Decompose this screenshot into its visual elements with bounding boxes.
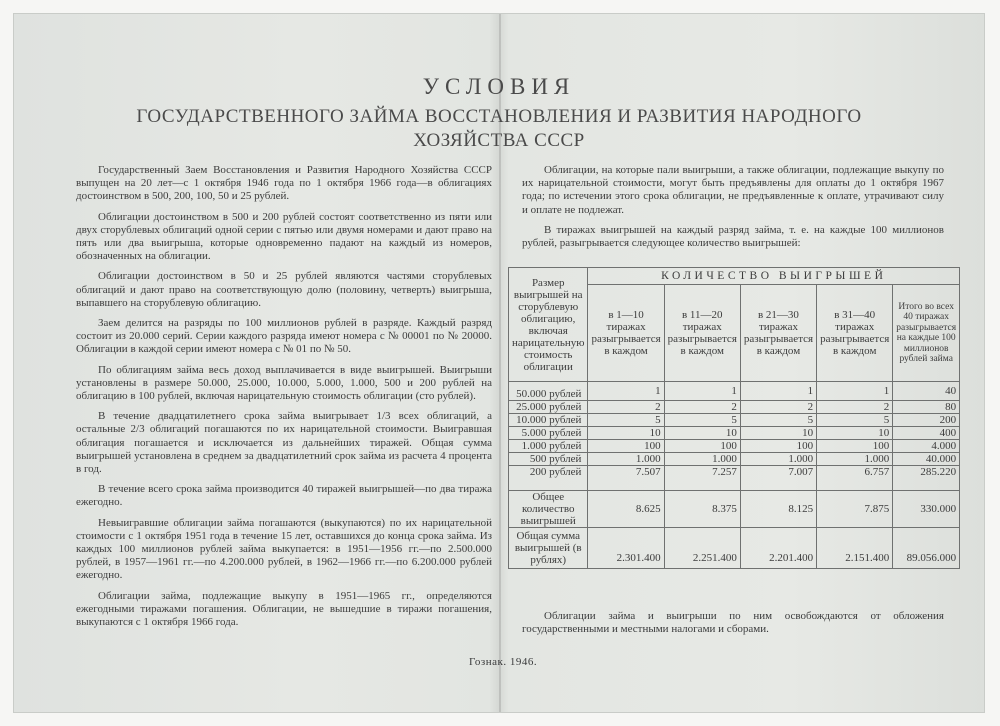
table-row bbox=[509, 466, 960, 491]
cell: 200 bbox=[893, 414, 960, 427]
col-header-2: в 11—20 тиражах разыгрывается в каждом bbox=[664, 285, 740, 382]
col-header-4: в 31—40 тиражах разыгрывается в каждом bbox=[817, 285, 893, 382]
size-cell: 500 рублей bbox=[509, 453, 588, 466]
page-title: УСЛОВИЯ bbox=[422, 74, 576, 99]
paragraph: Облигации, на которые пали выигрыши, а также облигации, подлежащие выкупу по их нарицательной стоимости, могут быть предъявлены для оплаты до 1 октября 1967 года; по истечении этого срока облигации, не предъявленные к оплате, утрачивают силу и оплате не подлежат. bbox=[522, 164, 944, 216]
cell: 5 bbox=[817, 414, 893, 427]
cell: 8.375 bbox=[664, 491, 740, 528]
cell: 89.056.000 bbox=[893, 528, 960, 569]
cell: 2.251.400 bbox=[664, 528, 740, 569]
cell: 7.257 bbox=[664, 466, 740, 491]
total-sum-label: Общая сумма выигрышей (в рублях) bbox=[509, 528, 588, 569]
tax-exemption-note bbox=[522, 610, 944, 636]
cell: 2.301.400 bbox=[588, 528, 664, 569]
cell: 10 bbox=[588, 427, 664, 440]
cell: 100 bbox=[817, 440, 893, 453]
paragraph: В тиражах выигрышей на каждый разряд займа, т. е. на каждые 100 миллионов рублей, разыгрывается следующее количество выигрышей: bbox=[522, 223, 944, 250]
page-subtitle-line2: ХОЗЯЙСТВА СССР bbox=[413, 130, 585, 151]
table-row bbox=[509, 382, 960, 401]
cell: 100 bbox=[588, 440, 664, 453]
paragraph: Государственный Заем Восстановления и Развития Народного Хозяйства СССР выпущен на 20 лет—с 1 октября 1946 года по 1 октября 1966 года—в облигациях достоинством в 500, 200, 100, 50 и 25 рублей. bbox=[76, 164, 492, 203]
cell: 8.125 bbox=[740, 491, 816, 528]
size-cell: 10.000 рублей bbox=[509, 414, 588, 427]
cell: 10 bbox=[740, 427, 816, 440]
cell: 8.625 bbox=[588, 491, 664, 528]
cell: 1.000 bbox=[588, 453, 664, 466]
cell: 1.000 bbox=[664, 453, 740, 466]
cell: 1 bbox=[588, 382, 664, 401]
paragraph: Заем делится на разряды по 100 миллионов рублей в разряде. Каждый разряд состоит из 20.000 серий. Серии каждого разряда имеют номера с № 00001 по № 20000. Облигации в каждой серии имеют номера с № 01 по № 50. bbox=[76, 317, 492, 356]
cell: 2 bbox=[664, 401, 740, 414]
cell: 285.220 bbox=[893, 466, 960, 491]
size-cell: 200 рублей bbox=[509, 466, 588, 491]
total-count-row bbox=[509, 491, 960, 528]
cell: 2 bbox=[588, 401, 664, 414]
table-row bbox=[509, 453, 960, 466]
page-subtitle-line1: ГОСУДАРСТВЕННОГО ЗАЙМА ВОССТАНОВЛЕНИЯ И РАЗВИТИЯ НАРОДНОГО bbox=[136, 106, 862, 127]
size-cell: 50.000 рублей bbox=[509, 382, 588, 401]
cell: 7.007 bbox=[740, 466, 816, 491]
cell: 2.201.400 bbox=[740, 528, 816, 569]
col-header-3: в 21—30 тиражах разыгрывается в каждом bbox=[740, 285, 816, 382]
left-column bbox=[76, 164, 492, 636]
cell: 5 bbox=[588, 414, 664, 427]
cell: 1 bbox=[817, 382, 893, 401]
printer-mark: Гознак. 1946. bbox=[469, 656, 538, 668]
prizes-table bbox=[508, 267, 960, 569]
paragraph: Невыигравшие облигации займа погашаются (выкупаются) по их нарицательной стоимости с 1 октября 1951 года в течение 15 лет, оставшихся до конца срока займа. Из каждых 100 миллионов рублей займа выкупается: в 1951—1956 гг.—по 2.500.000 рублей, в 1957—1961 гг.—по 4.200.000 рублей, в 1962—1966 гг.—по 6.200.000 рублей ежегодно. bbox=[76, 516, 492, 582]
size-cell: 25.000 рублей bbox=[509, 401, 588, 414]
cell: 1 bbox=[664, 382, 740, 401]
col-header-1: в 1—10 тиражах разыгрывается в каждом bbox=[588, 285, 664, 382]
right-column bbox=[522, 164, 944, 257]
paragraph: Облигации займа и выигрыши по ним освобождаются от обложения государственными и местными налогами и сборами. bbox=[522, 610, 944, 636]
cell: 2 bbox=[817, 401, 893, 414]
total-count-label: Общее количество выигрышей bbox=[509, 491, 588, 528]
cell: 1.000 bbox=[740, 453, 816, 466]
cell: 330.000 bbox=[893, 491, 960, 528]
total-sum-row bbox=[509, 528, 960, 569]
paragraph: Облигации достоинством в 500 и 200 рублей состоят соответственно из пяти или двух сторублевых облигаций одной серии с пятью или двумя номерами и дают право на пять или два выигрыша, которые одновременно падают на каждый из номеров, обозначенных на облигации. bbox=[76, 210, 492, 263]
table-row bbox=[509, 427, 960, 440]
cell: 6.757 bbox=[817, 466, 893, 491]
size-column-header: Размер выигрышей на сторублевую облигацию, включая нарицательную стоимость облигации bbox=[509, 268, 588, 382]
cell: 10 bbox=[817, 427, 893, 440]
paragraph: Облигации достоинством в 50 и 25 рублей являются частями сторублевых облигаций и дают право на соответствующую долю (половину, четверть) выигрыша, выпавшего на сторублевую облигацию. bbox=[76, 270, 492, 309]
cell: 40 bbox=[893, 382, 960, 401]
size-cell: 1.000 рублей bbox=[509, 440, 588, 453]
cell: 1 bbox=[740, 382, 816, 401]
table-row bbox=[509, 440, 960, 453]
table-header-row bbox=[509, 268, 960, 285]
cell: 100 bbox=[740, 440, 816, 453]
cell: 100 bbox=[664, 440, 740, 453]
paragraph: Облигации займа, подлежащие выкупу в 1951—1965 гг., определяются ежегодными тиражами погашения. Облигации, не вышедшие в тиражи погашения, выкупаются с 1 октября 1966 года. bbox=[76, 589, 492, 629]
cell: 7.507 bbox=[588, 466, 664, 491]
cell: 5 bbox=[740, 414, 816, 427]
cell: 7.875 bbox=[817, 491, 893, 528]
cell: 400 bbox=[893, 427, 960, 440]
cell: 80 bbox=[893, 401, 960, 414]
size-cell: 5.000 рублей bbox=[509, 427, 588, 440]
count-banner: КОЛИЧЕСТВО ВЫИГРЫШЕЙ bbox=[588, 268, 960, 285]
loan-conditions-sheet bbox=[14, 14, 984, 712]
cell: 40.000 bbox=[893, 453, 960, 466]
cell: 1.000 bbox=[817, 453, 893, 466]
paragraph: В течение двадцатилетнего срока займа выигрывает 1/3 всех облигаций, а остальные 2/3 облигаций погашаются по их нарицательной стоимости. Выигравшая облигация погашается и исключается из дальнейших тиражей. Общая сумма выигрышей установлена в среднем за двадцатилетний срок займа из расчета 4 процента в год. bbox=[76, 410, 492, 476]
cell: 5 bbox=[664, 414, 740, 427]
paragraph: По облигациям займа весь доход выплачивается в виде выигрышей. Выигрыши установлены в размере 50.000, 25.000, 10.000, 5.000, 1.000, 500 и 200 рублей на облигацию в 100 рублей, включая нарицательную стоимость облигации (сто рублей). bbox=[76, 363, 492, 403]
col-header-total: Итого во всех 40 тиражах разыгрывается на каждые 100 миллионов рублей займа bbox=[893, 285, 960, 382]
table-row bbox=[509, 401, 960, 414]
cell: 2 bbox=[740, 401, 816, 414]
table-row bbox=[509, 414, 960, 427]
cell: 2.151.400 bbox=[817, 528, 893, 569]
paragraph: В течение всего срока займа производится 40 тиражей выигрышей—по два тиража ежегодно. bbox=[76, 483, 492, 509]
cell: 4.000 bbox=[893, 440, 960, 453]
cell: 10 bbox=[664, 427, 740, 440]
